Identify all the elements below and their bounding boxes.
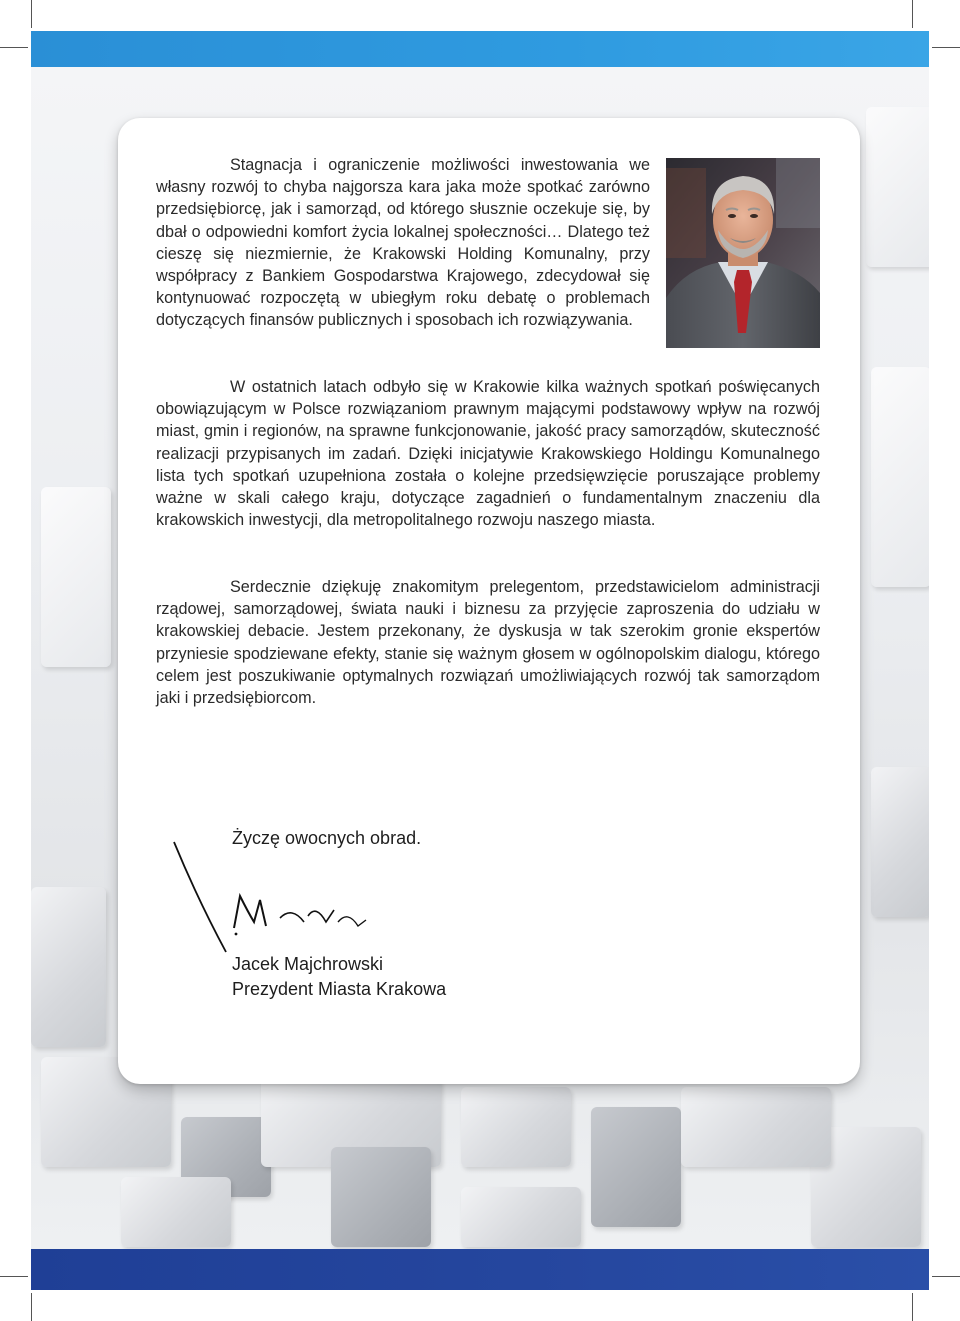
crop-mark <box>0 1276 28 1277</box>
top-color-band <box>31 31 929 67</box>
background-tile <box>591 1107 681 1227</box>
crop-mark <box>31 0 32 28</box>
background-tile <box>31 887 106 1047</box>
background-tile <box>871 767 929 917</box>
crop-mark <box>912 0 913 28</box>
handwritten-signature <box>168 830 398 960</box>
signatory-title: Prezydent Miasta Krakowa <box>232 979 447 999</box>
background-tile <box>681 1087 831 1167</box>
signatory-name: Jacek Majchrowski <box>232 954 384 974</box>
portrait-photo <box>666 158 820 348</box>
background-tile <box>871 367 929 587</box>
bottom-color-band <box>31 1249 929 1290</box>
crop-mark <box>0 47 28 48</box>
letter-card <box>118 118 860 1084</box>
letter-paragraph-1: Stagnacja i ograniczenie możliwości inwestowania we własny rozwój to chyba najgorsza kara jaka może spotkać zarówno przedsiębiorcę, jak i samorząd, od którego słusznie oczekuje się, by dbał o odpowiedni komfort życia lokalnej społeczności… Dlatego też cieszę się niezmiernie, że Krakowski Holding Komunalny, przy współpracy z Bankiem Gospodarstwa Krajowego, zdecydował się kontynuować rozpoczętą w ubiegłym roku debatę o problemach dotyczących finansów publicznych i sposobach ich rozwiązywania. <box>156 156 650 330</box>
crop-mark <box>31 1293 32 1321</box>
background-tile <box>866 107 929 267</box>
crop-mark <box>912 1293 913 1321</box>
closing-phrase: Życzę owocnych obrad. <box>232 828 422 848</box>
background-tile <box>41 487 111 667</box>
background-tile <box>461 1187 581 1247</box>
crop-mark <box>932 47 960 48</box>
background-tile <box>461 1087 571 1167</box>
letter-paragraph-2: W ostatnich latach odbyło się w Krakowie kilka ważnych spotkań poświęcanych obowiązującym w Polsce rozwiązaniom prawnym mającymi podstawowy wpływ na rozwój miast, gmin i regionów, na sprawne funkcjonowanie, jakość pracy samorządów, skuteczność realizacji przypisanych im zadań. Dzięki inicjatywie Krakowskiego Holdingu Komunalnego lista tych spotkań uzupełniona została o kolejne przedsięwzięcie poruszające problemy ważne w skali całego kraju, dotyczące zagadnień o fundamentalnym znaczeniu dla krakowskich inwestycji, dla metropolitalnego rozwoju naszego miasta. <box>156 378 820 530</box>
background-tile <box>331 1147 431 1247</box>
background-tile <box>121 1177 231 1247</box>
crop-mark <box>932 1276 960 1277</box>
letter-paragraph-3: Serdecznie dziękuję znakomitym prelegentom, przedstawicielom administracji rządowej, samorządowej, świata nauki i biznesu za przyjęcie zaproszenia do udziału w krakowskiej debacie. Jestem przekonany, że dyskusja w tak szerokim gronie ekspertów przyniesie spodziewane efekty, stanie się ważnym głosem w ogólnopolskim dialogu, którego celem jest poszukiwanie optymalnych rozwiązań umożliwiających rozwój tak samorządom jaki i przedsiębiorcom. <box>156 578 820 708</box>
